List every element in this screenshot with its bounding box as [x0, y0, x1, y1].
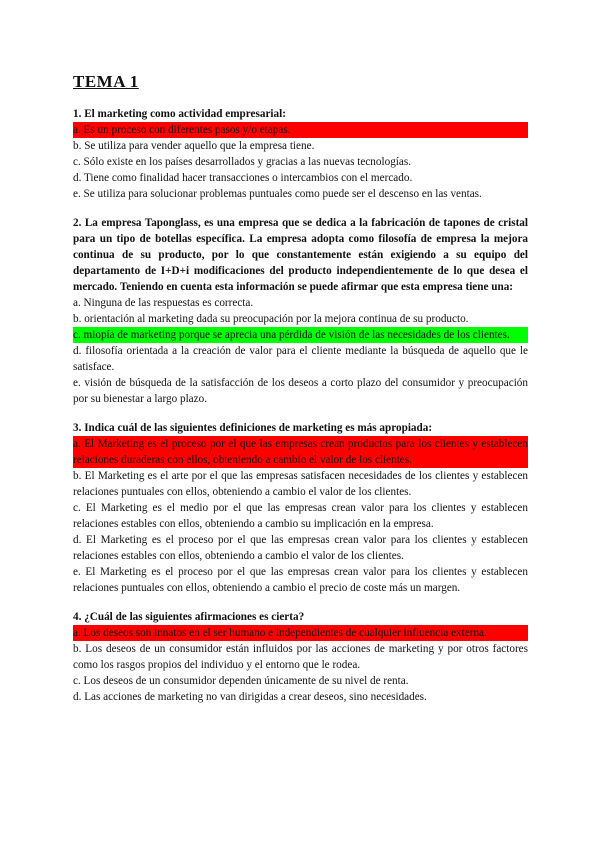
answer-option: b. El Marketing es el arte por el que las empresas satisfacen necesidades de los clientes y establecen relaciones puntuales con ellos, obteniendo a cambio el valor de los clientes. [73, 470, 528, 498]
question-1 [73, 106, 528, 202]
answer-option: e. visión de búsqueda de la satisfacción de los deseos a corto plazo del consumidor y preocupación por su bienestar a largo plazo. [73, 377, 528, 405]
answer-option: e. Se utiliza para solucionar problemas puntuales como puede ser el descenso en las ventas. [73, 188, 482, 200]
answer-option-highlighted-incorrect: a. Los deseos son innatos en el ser humano e independientes de cualquier influencia externa. [73, 625, 528, 641]
answer-option-highlighted-incorrect: a. Es un proceso con diferentes pasos y/o etapas. [73, 122, 528, 138]
answer-option: b. orientación al marketing dada su preocupación por la mejora continua de su producto. [73, 313, 469, 325]
answer-option: d. El Marketing es el proceso por el que las empresas crean valor para los clientes y establecen relaciones estables con ellos, obteniendo a cambio el valor de los clientes. [73, 534, 528, 562]
question-2 [73, 215, 528, 407]
answer-option: d. Las acciones de marketing no van dirigidas a crear deseos, sino necesidades. [73, 691, 427, 703]
answer-option: d. Tiene como finalidad hacer transacciones o intercambios con el mercado. [73, 172, 413, 184]
answer-option: a. Ninguna de las respuestas es correcta. [73, 297, 254, 309]
question-title: 3. Indica cuál de las siguientes definiciones de marketing es más apropiada: [73, 422, 433, 434]
document-title: TEMA 1 [73, 72, 139, 91]
document-body [73, 106, 528, 718]
answer-option: d. filosofía orientada a la creación de valor para el cliente mediante la búsqueda de aquello que le satisface. [73, 345, 528, 373]
question-3 [73, 420, 528, 596]
question-title: 4. ¿Cuál de las siguientes afirmaciones es cierta? [73, 611, 305, 623]
answer-option: c. El Marketing es el medio por el que las empresas crean valor para los clientes y establecen relaciones estables con ellos, obteniendo a cambio su implicación en la empresa. [73, 502, 528, 530]
answer-option: b. Los deseos de un consumidor están influidos por las acciones de marketing y por otros factores como los rasgos propios del individuo y el entorno que le rodea. [73, 643, 528, 671]
answer-option: c. Sólo existe en los países desarrollados y gracias a las nuevas tecnologías. [73, 156, 412, 168]
answer-option-highlighted-correct: c. miopía de marketing porque se aprecia una pérdida de visión de las necesidades de los clientes. [73, 327, 528, 343]
question-title: 2. La empresa Taponglass, es una empresa que se dedica a la fabricación de tapones de cristal para un tipo de botellas específica. La empresa adopta como filosofía de empresa la mejora continua de su producto, por lo que constantemente están exigiendo a su equipo del departamento de I+D+i modificaciones del producto independientemente de lo que desea el mercado. Teniendo en cuenta esta información se puede afirmar que esta empresa tiene una: [73, 217, 528, 293]
answer-option: e. El Marketing es el proceso por el que las empresas crean valor para los clientes y establecen relaciones puntuales con ellos, obteniendo a cambio el precio de coste más un margen. [73, 566, 528, 594]
answer-option-highlighted-incorrect: a. El Marketing es el proceso por el que las empresas crean productos para los clientes y establecen relaciones duraderas con ellos, obteniendo a cambio el valor de los clientes. [73, 438, 528, 466]
answer-option: c. Los deseos de un consumidor dependen únicamente de su nivel de renta. [73, 675, 409, 687]
question-4 [73, 609, 528, 705]
answer-option: b. Se utiliza para vender aquello que la empresa tiene. [73, 140, 315, 152]
question-title: 1. El marketing como actividad empresarial: [73, 108, 286, 120]
